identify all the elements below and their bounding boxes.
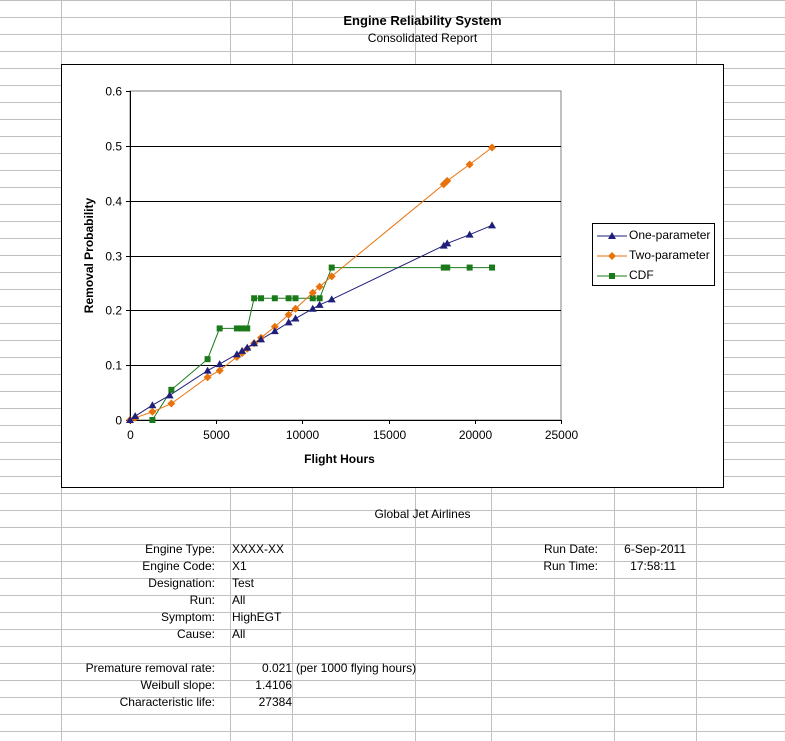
characteristic-life-value[interactable]: 27384 xyxy=(258,695,292,709)
premature-removal-rate-label: Premature removal rate: xyxy=(85,661,215,675)
cause-label: Cause: xyxy=(176,627,215,641)
chart-area[interactable] xyxy=(61,64,724,488)
run-time-label: Run Time: xyxy=(543,559,598,573)
legend-label-cdf: CDF xyxy=(629,268,654,282)
data-point-cdf xyxy=(239,325,245,331)
data-point-cdf xyxy=(317,295,323,301)
run-time-value[interactable]: 17:58:11 xyxy=(630,559,676,573)
data-point-cdf xyxy=(489,265,495,271)
premature-removal-rate-unit: (per 1000 flying hours) xyxy=(296,661,417,675)
data-point-cdf xyxy=(149,417,155,423)
legend-item-one-parameter xyxy=(597,227,713,245)
x-tick-label: 25000 xyxy=(544,428,579,442)
data-point-cdf xyxy=(272,295,278,301)
data-point-cdf xyxy=(329,265,335,271)
x-tick-label: 20000 xyxy=(458,428,493,442)
data-point-cdf xyxy=(286,295,292,301)
run-value[interactable]: All xyxy=(232,593,246,607)
y-axis-title: Removal Probability xyxy=(82,197,96,314)
legend-item-two-parameter xyxy=(597,247,713,265)
designation-label: Designation: xyxy=(148,576,215,590)
characteristic-life-label: Characteristic life: xyxy=(119,695,215,709)
data-point-cdf xyxy=(234,325,240,331)
data-point-cdf xyxy=(168,387,174,393)
legend-item-cdf xyxy=(597,267,713,285)
square-marker-icon xyxy=(597,269,627,283)
legend-label-one-parameter: One-parameter xyxy=(629,228,711,242)
chart-legend[interactable] xyxy=(592,223,715,286)
y-tick-label: 0.3 xyxy=(105,249,122,264)
premature-removal-rate-value[interactable]: 0.021 xyxy=(261,661,292,675)
engine-code-value[interactable]: X1 xyxy=(232,559,247,573)
report-title: Engine Reliability System xyxy=(343,13,502,28)
data-point-cdf xyxy=(467,265,473,271)
cause-value[interactable]: All xyxy=(232,627,246,641)
y-tick-label: 0.6 xyxy=(105,84,122,99)
engine-type-label: Engine Type: xyxy=(145,542,215,556)
run-date-label: Run Date: xyxy=(543,542,598,556)
x-tick-label: 0 xyxy=(127,428,134,442)
x-tick-label: 15000 xyxy=(372,428,407,442)
weibull-slope-label: Weibull slope: xyxy=(140,678,215,692)
x-axis-title: Flight Hours xyxy=(304,452,375,466)
x-tick-label: 5000 xyxy=(203,428,230,442)
triangle-marker-icon xyxy=(597,229,627,243)
diamond-marker-icon xyxy=(597,249,627,263)
engine-code-label: Engine Code: xyxy=(142,559,215,573)
engine-type-value[interactable]: XXXX-XX xyxy=(232,542,285,556)
report-subtitle: Consolidated Report xyxy=(367,31,478,45)
y-tick-label: 0.2 xyxy=(105,303,122,318)
x-tick-label: 10000 xyxy=(285,428,320,442)
data-point-cdf xyxy=(217,325,223,331)
data-point-cdf xyxy=(258,295,264,301)
weibull-slope-value[interactable]: 1.4106 xyxy=(255,678,292,692)
company-name: Global Jet Airlines xyxy=(374,507,471,521)
data-point-cdf xyxy=(293,295,299,301)
data-point-cdf xyxy=(244,325,250,331)
data-point-cdf xyxy=(444,265,450,271)
run-date-value[interactable]: 6-Sep-2011 xyxy=(624,542,686,556)
legend-label-two-parameter: Two-parameter xyxy=(629,248,710,262)
data-point-cdf xyxy=(251,295,257,301)
y-tick-label: 0 xyxy=(115,413,122,428)
symptom-value[interactable]: HighEGT xyxy=(232,610,282,624)
y-tick-label: 0.5 xyxy=(105,139,122,154)
data-point-cdf xyxy=(205,356,211,362)
run-label: Run: xyxy=(189,593,215,607)
y-tick-label: 0.1 xyxy=(105,358,122,373)
y-tick-label: 0.4 xyxy=(105,194,122,209)
designation-value[interactable]: Test xyxy=(232,576,255,590)
symptom-label: Symptom: xyxy=(160,610,215,624)
